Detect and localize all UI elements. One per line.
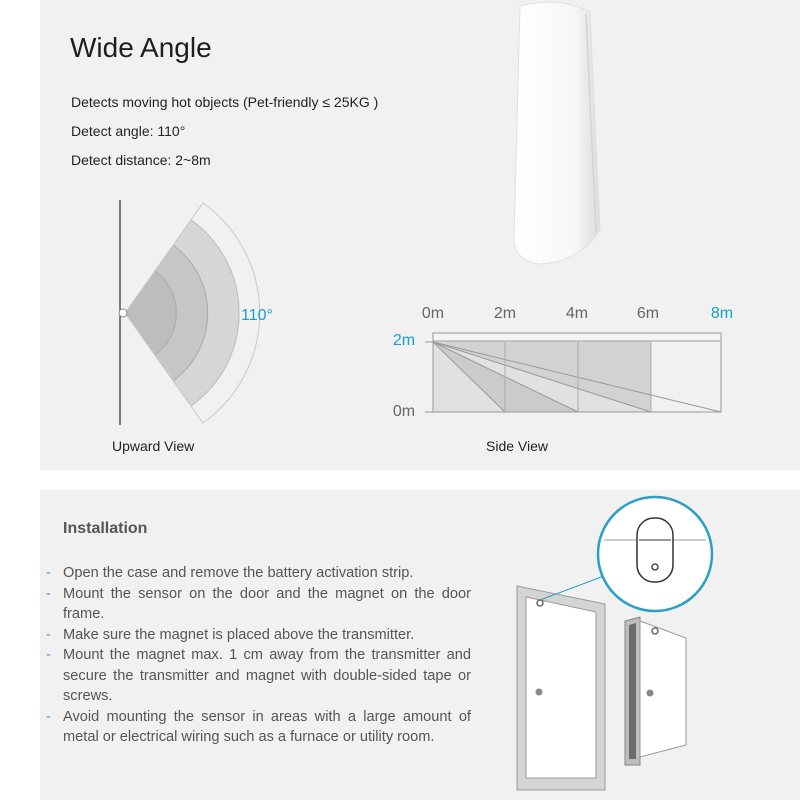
bullet-dash: - — [46, 708, 51, 725]
list-item-text: Open the case and remove the battery activation strip. — [63, 565, 414, 581]
bullet-dash: - — [46, 565, 51, 581]
section-title: Wide Angle — [70, 32, 212, 63]
angle-label: 110° — [241, 307, 273, 324]
list-item-text: Avoid mounting the sensor in areas with a large amount of metal or electrical wiring such as a furnace or utility room. — [63, 708, 471, 745]
list-item-text: Mount the sensor on the door and the magnet on the door frame. — [63, 585, 471, 622]
spec-detect-angle: Detect angle: 110° — [71, 123, 186, 139]
y-tick-2m: 2m — [392, 332, 416, 349]
list-item-text: Mount the magnet max. 1 cm away from the transmitter and secure the transmitter and magnet with double-sided tape or screws. — [63, 647, 471, 704]
spec-pet-friendly: Detects moving hot objects (Pet-friendly ≤ 25KG ) — [71, 94, 379, 110]
installation-heading: Installation — [63, 520, 148, 537]
bullet-dash: - — [46, 585, 51, 602]
bullet-dash: - — [46, 626, 51, 643]
x-tick-4m: 4m — [565, 305, 589, 322]
x-tick-6m: 6m — [636, 305, 660, 322]
upward-view-caption: Upward View — [112, 438, 195, 454]
spec-detect-distance: Detect distance: 2~8m — [71, 152, 211, 168]
x-tick-2m: 2m — [493, 305, 517, 322]
x-tick-0m: 0m — [421, 305, 445, 322]
bullet-dash: - — [46, 647, 51, 663]
x-tick-8m: 8m — [710, 305, 734, 322]
y-tick-0m: 0m — [392, 403, 416, 420]
side-view-caption: Side View — [486, 438, 549, 454]
list-item-text: Make sure the magnet is placed above the transmitter. — [63, 626, 415, 643]
